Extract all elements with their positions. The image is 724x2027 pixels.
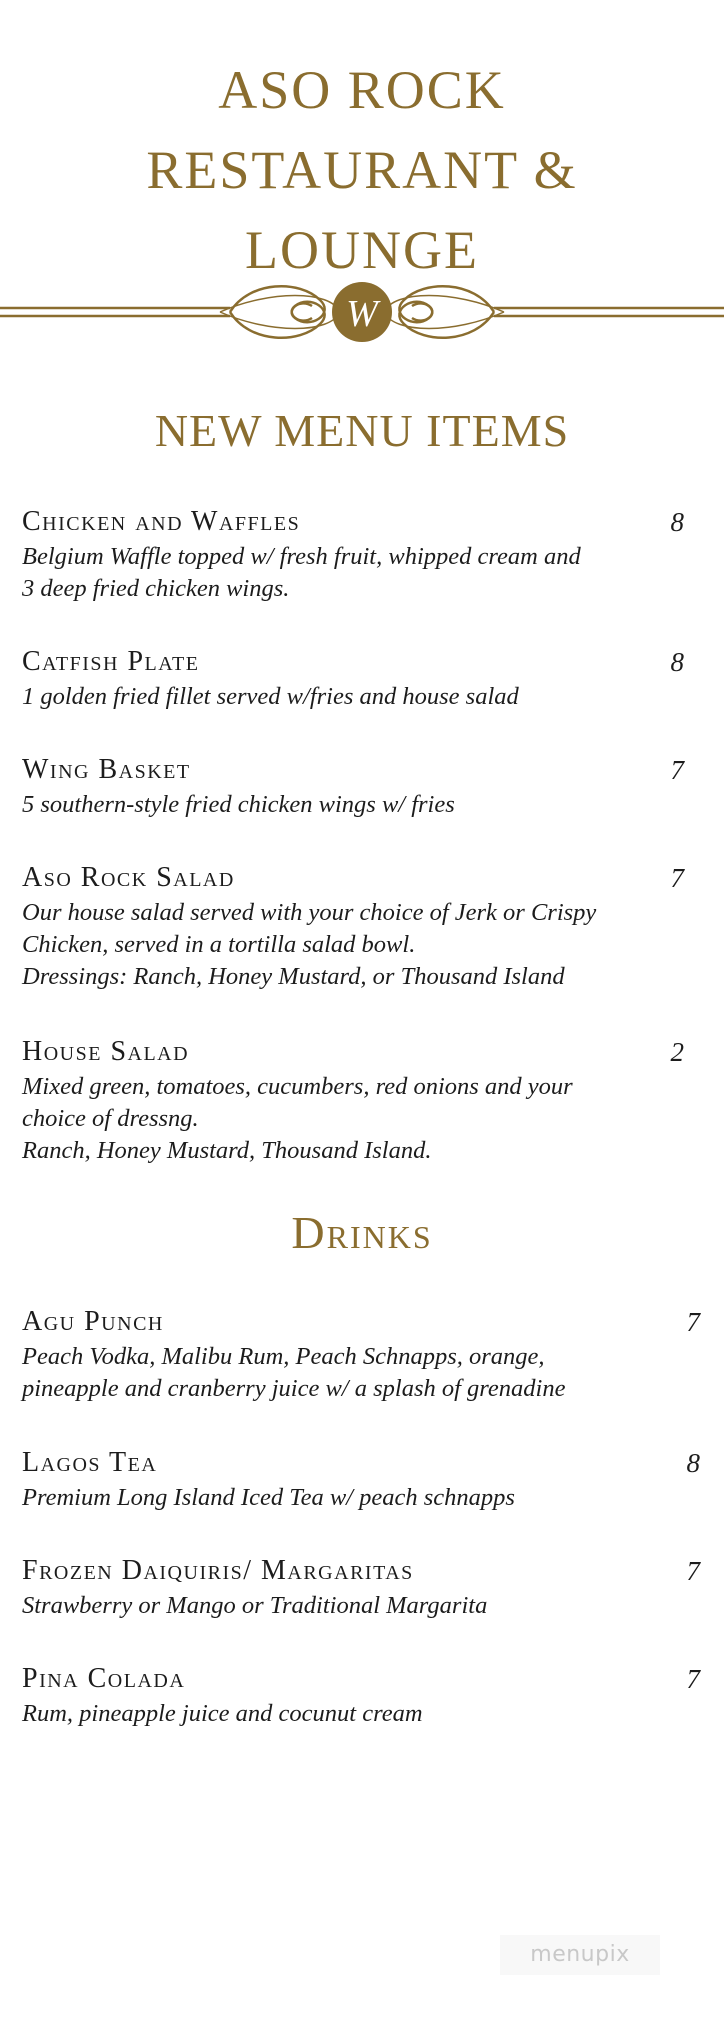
menu-item-lagos-tea	[22, 1446, 700, 1514]
item-price: 2	[670, 1037, 684, 1067]
item-price: 7	[686, 1307, 700, 1337]
item-description: Premium Long Island Iced Tea w/ peach schnapps	[22, 1484, 515, 1511]
item-name: Pina Colada	[22, 1663, 186, 1694]
title-line-1: ASO ROCK	[218, 60, 506, 120]
title-line-2: RESTAURANT &	[146, 140, 578, 200]
item-name: Catfish Plate	[22, 646, 200, 677]
item-price: 8	[670, 507, 684, 537]
item-price: 7	[670, 863, 684, 893]
item-description: Peach Vodka, Malibu Rum, Peach Schnapps, orange, pineapple and cranberry juice w/ a splash of grenadine	[22, 1343, 566, 1402]
ornament-divider	[0, 270, 724, 360]
drinks-heading: Drinks	[291, 1207, 433, 1258]
menu-item-aso-rock-salad	[22, 861, 682, 993]
item-price: 8	[686, 1448, 700, 1478]
menu-item-house-salad	[22, 1035, 682, 1167]
menu-item-frozen-daiquiris-margaritas	[22, 1554, 700, 1622]
item-description: Strawberry or Mango or Traditional Margarita	[22, 1592, 488, 1619]
monogram-letter: W	[346, 293, 378, 335]
item-description: 5 southern-style fried chicken wings w/ fries	[22, 791, 455, 818]
item-name: Wing Basket	[22, 754, 191, 785]
menu-item-wing-basket	[22, 753, 682, 821]
item-description: Our house salad served with your choice of Jerk or Crispy Chicken, served in a tortilla salad bowl. Dressings: Ranch, Honey Mustard, or Thousand Island	[22, 899, 597, 990]
menu-item-agu-punch	[22, 1305, 700, 1405]
item-description: Belgium Waffle topped w/ fresh fruit, whipped cream and 3 deep fried chicken wings.	[22, 543, 581, 602]
item-price: 8	[670, 647, 684, 677]
item-price: 7	[670, 755, 684, 785]
item-name: Aso Rock Salad	[22, 862, 235, 893]
menu-item-catfish-plate	[22, 645, 682, 713]
item-description: Rum, pineapple juice and cocunut cream	[22, 1700, 423, 1727]
menu-item-pina-colada	[22, 1662, 700, 1730]
item-description: Mixed green, tomatoes, cucumbers, red onions and your choice of dressng. Ranch, Honey Mustard, Thousand Island.	[22, 1073, 573, 1164]
title-line-3: LOUNGE	[245, 220, 479, 280]
item-name: Frozen Daiquiris/ Margaritas	[22, 1555, 414, 1586]
item-name: House Salad	[22, 1036, 190, 1067]
restaurant-title	[0, 50, 724, 290]
menupix-watermark: menupix	[500, 1935, 660, 1975]
menu-item-chicken-and-waffles	[22, 505, 682, 605]
item-name: Chicken and Waffles	[22, 506, 301, 537]
item-name: Agu Punch	[22, 1306, 164, 1337]
item-name: Lagos Tea	[22, 1447, 158, 1478]
item-price: 7	[686, 1556, 700, 1586]
item-description: 1 golden fried fillet served w/fries and house salad	[22, 683, 519, 710]
item-price: 7	[686, 1664, 700, 1694]
new-menu-items-heading: NEW MENU ITEMS	[154, 405, 570, 456]
